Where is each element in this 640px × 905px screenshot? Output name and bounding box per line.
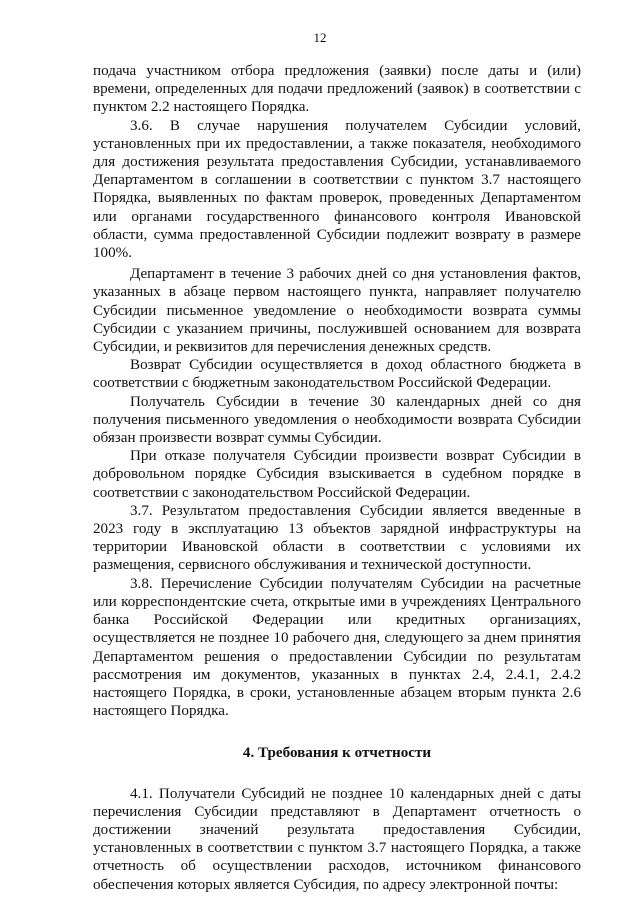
page-number: 12: [313, 30, 327, 45]
section-heading: 4. Требования к отчетности: [242, 745, 432, 762]
paragraph-3-8: 3.8. Перечисление Субсидии получателям Субсидии на расчетные или корреспондентские счета, открытые ими в учреждениях Центрального банка Российской Федерации или кредитных организациях, осуществляется не позднее 10 рабочего дня, следующего за днем принятия Департаментом решения о предоставлении Субсидии по результатам рассмотрения им документов, указанных в пунктах 2.4, 2.4.1, 2.4.2 настоящего Порядка, в сроки, установленные абзацем вторым пункта 2.6 настоящего Порядка.: [93, 575, 581, 720]
paragraph-3-6-deadline: Получатель Субсидии в течение 30 календарных дней со дня получения письменного уведомления о необходимости возврата Субсидии обязан произвести возврат суммы Субсидии.: [93, 393, 581, 447]
paragraph-4-1: 4.1. Получатели Субсидий не позднее 10 календарных дней с даты перечисления Субсидии представляют в Департамент отчетность о достижении значений результата предоставления Субсидии, установленных в соответствии с пунктом 3.7 настоящего Порядка, а также отчетность об осуществлении расходов, источником финансового обеспечения которых является Субсидия, по адресу электронной почты:: [93, 785, 581, 893]
paragraph-3-6-notice: Департамент в течение 3 рабочих дней со дня установления фактов, указанных в абзаце первом настоящего пункта, направляет получателю Субсидии письменное уведомление о необходимости возврата суммы Субсидии с указанием причины, послужившей основанием для возврата Субсидии, и реквизитов для перечисления денежных средств.: [93, 266, 581, 356]
paragraph-3-6-refusal: При отказе получателя Субсидии произвести возврат Субсидии в добровольном порядке Субсидия взыскивается в судебном порядке в соответствии с законодательством Российской Федерации.: [93, 448, 581, 501]
paragraph-3-7: 3.7. Результатом предоставления Субсидии является введенные в 2023 году в эксплуатацию 13 объектов зарядной инфраструктуры на территории Ивановской области в соответствии с условиями их размещения, сервисного обслуживания и технической доступности.: [93, 502, 581, 574]
document-body: [93, 62, 581, 894]
paragraph-3-6: 3.6. В случае нарушения получателем Субсидии условий, установленных при их предоставлении, а также показателя, необходимого для достижения результата предоставления Субсидии, устанавливаемого Департаментом в соглашении в соответствии с пунктом 3.7 настоящего Порядка, выявленных по фактам проверок, проведенных Департаментом или органами государственного финансового контроля Ивановской области, сумма предоставленной Субсидии подлежит возврату в размере 100%.: [93, 117, 581, 262]
paragraph-3-6-return: Возврат Субсидии осуществляется в доход областного бюджета в соответствии с бюджетным законодательством Российской Федерации.: [93, 357, 581, 392]
paragraph-continuation: подача участником отбора предложения (заявки) после даты и (или) времени, определенных для подачи предложений (заявок) в соответствии с пунктом 2.2 настоящего Порядка.: [93, 63, 581, 116]
